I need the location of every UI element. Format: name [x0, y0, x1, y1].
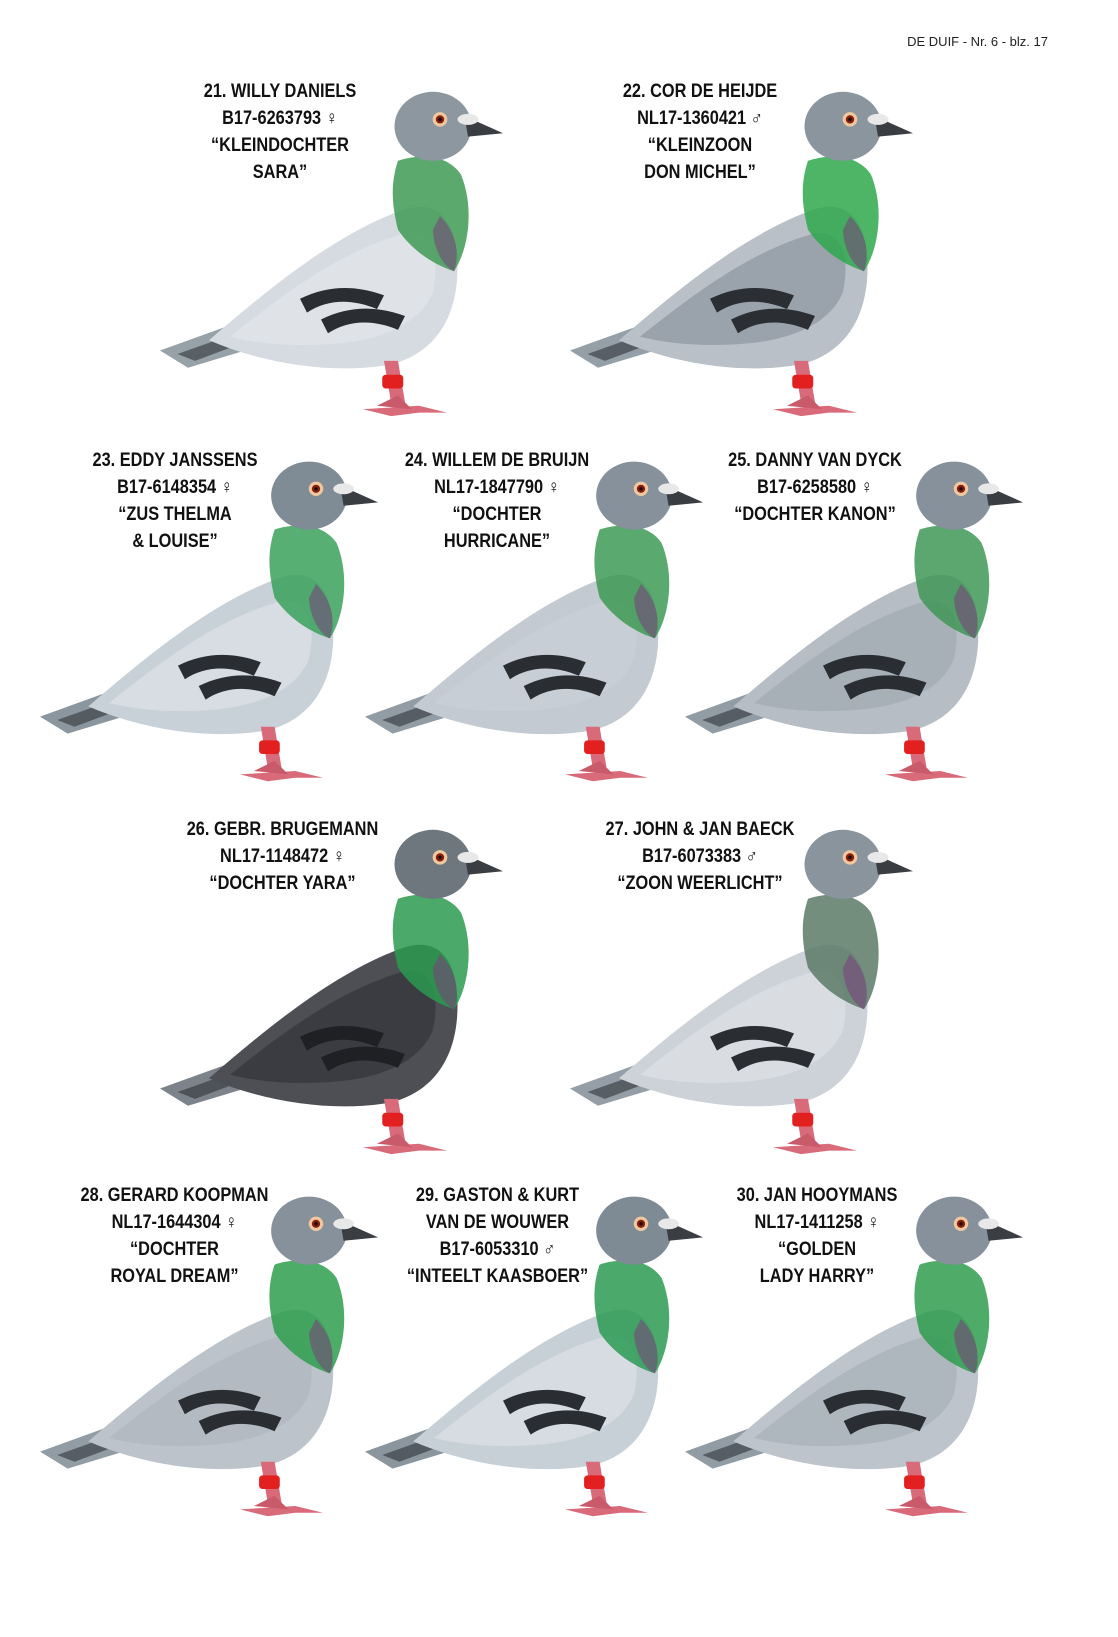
caption-line: B17-6148354 ♀: [117, 477, 233, 498]
caption-line: B17-6073383 ♂: [642, 846, 758, 867]
pigeon-icon: [685, 448, 1030, 788]
caption-line: B17-6263793 ♀: [222, 108, 338, 129]
pigeon-icon: [365, 1183, 710, 1523]
caption-line: DON MICHEL”: [644, 162, 756, 183]
pigeon-icon: [685, 1183, 1030, 1523]
caption-line: NL17-1148472 ♀: [220, 846, 345, 867]
pigeon-icon: [685, 1183, 1030, 1523]
pigeon-icon: [685, 448, 1030, 788]
caption-line: 25. DANNY VAN DYCK: [728, 450, 902, 471]
pigeon-icon: [40, 448, 385, 788]
pigeon-icon: [365, 448, 710, 788]
caption-line: “DOCHTER KANON”: [734, 504, 896, 525]
caption-line: “DOCHTER: [452, 504, 542, 525]
caption-line: 22. COR DE HEIJDE: [622, 81, 778, 102]
pigeon-icon: [570, 816, 920, 1161]
caption-line: “ZUS THELMA: [118, 504, 232, 525]
caption-line: 21. WILLY DANIELS: [203, 81, 357, 102]
caption-line: B17-6258580 ♀: [757, 477, 873, 498]
caption-line: 27. JOHN & JAN BAECK: [605, 819, 795, 840]
pigeon-icon: [570, 78, 920, 423]
pigeon-icon: [160, 78, 510, 423]
pigeon-icon: [160, 816, 510, 1161]
pigeon-icon: [365, 448, 710, 788]
caption-line: 23. EDDY JANSSENS: [92, 450, 258, 471]
caption-line: “KLEINZOON: [647, 135, 753, 156]
pigeon-icon: [40, 1183, 385, 1523]
caption-line: & LOUISE”: [132, 531, 218, 552]
page-header: DE DUIF - Nr. 6 - blz. 17: [907, 34, 1048, 49]
caption-line: NL17-1360421 ♂: [637, 108, 763, 129]
caption-line: NL17-1847790 ♀: [434, 477, 560, 498]
caption-line: ROYAL DREAM”: [110, 1266, 239, 1287]
pigeon-icon: [40, 448, 385, 788]
caption-line: NL17-1644304 ♀: [111, 1212, 238, 1233]
pigeon-icon: [570, 78, 920, 423]
caption-line: B17-6053310 ♂: [439, 1239, 556, 1260]
caption-line: 28. GERARD KOOPMAN: [80, 1185, 269, 1206]
caption-line: “DOCHTER YARA”: [209, 873, 356, 894]
pigeon-icon: [160, 816, 510, 1161]
caption-line: “DOCHTER: [130, 1239, 219, 1260]
caption-line: “KLEINDOCHTER: [210, 135, 349, 156]
pigeon-icon: [160, 78, 510, 423]
caption-line: 26. GEBR. BRUGEMANN: [186, 819, 379, 840]
caption-line: HURRICANE”: [443, 531, 551, 552]
caption-line: 24. WILLEM DE BRUIJN: [404, 450, 590, 471]
caption-line: VAN DE WOUWER: [425, 1212, 570, 1233]
caption-line: 30. JAN HOOYMANS: [736, 1185, 898, 1206]
caption-line: NL17-1411258 ♀: [754, 1212, 880, 1233]
caption-line: 29. GASTON & KURT: [415, 1185, 580, 1206]
caption-line: LADY HARRY”: [759, 1266, 875, 1287]
pigeon-icon: [40, 1183, 385, 1523]
caption-line: “INTEELT KAASBOER”: [406, 1266, 589, 1287]
pigeon-icon: [570, 816, 920, 1161]
caption-line: SARA”: [252, 162, 308, 183]
caption-line: “GOLDEN: [777, 1239, 857, 1260]
pigeon-icon: [365, 1183, 710, 1523]
caption-line: “ZOON WEERLICHT”: [617, 873, 783, 894]
